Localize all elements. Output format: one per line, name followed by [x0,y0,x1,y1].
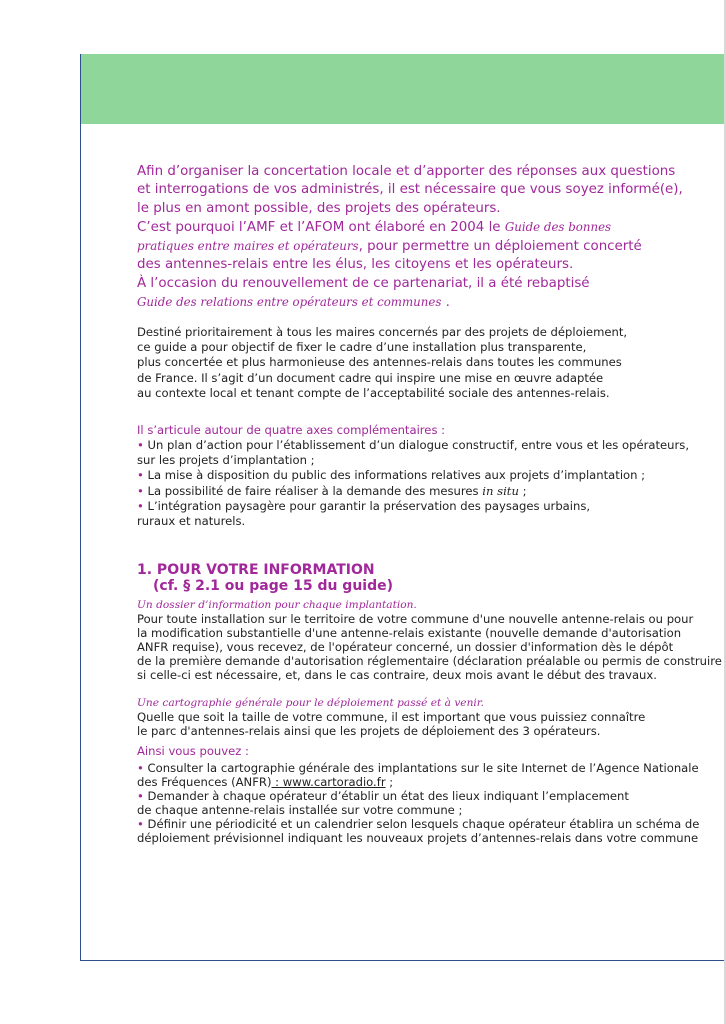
intro-text: C’est pourquoi l’AMF et l’AFOM ont élaboré en 2004 le [137,219,505,235]
list-item-continuation: de chaque antenne-relais installée sur votre commune ; [137,803,463,817]
list-item-continuation [137,775,726,789]
list-item [137,789,726,803]
guide-title-italic: pratiques entre maires et opérateurs [137,239,359,254]
paragraph-line: si celle-ci est nécessaire, et, dans le cas contraire, deux mois avant le début des travaux. [137,668,657,682]
cartoradio-link[interactable]: : www.cartoradio.fr [271,775,386,789]
intro-text: , pour permettre un déploiement concerté [358,239,642,255]
section-subtitle: (cf. § 2.1 ou page 15 du guide) [153,578,394,594]
list-item-text: ; [385,775,394,789]
guide-description [137,325,722,401]
list-item [137,817,726,831]
axes-list [137,438,726,529]
bullet: • [137,438,144,452]
subheading-italic: Une cartographie générale pour le déploiement passé et à venir. [137,697,485,709]
list-item [137,499,726,514]
paragraph-line: Pour toute installation sur le territoire de votre commune d'une nouvelle antenne-relais ou pour [137,612,694,626]
intro-line [137,237,722,256]
paragraph-line: le parc d'antennes-relais ainsi que les projets de déploiement des 3 opérateurs. [137,724,601,738]
list-item-continuation: ruraux et naturels. [137,514,246,529]
intro-line: À l’occasion du renouvellement de ce partenariat, il a été rebaptisé [137,275,590,291]
list-item-text: Définir une périodicité et un calendrier selon lesquels chaque opérateur établira un schéma de [143,817,700,831]
description-line: de France. Il s’agit d’un document cadre qui inspire une mise en œuvre adaptée [137,370,604,385]
intro-line [137,293,722,312]
bullet: • [137,789,144,803]
list-item-text: des Fréquences (ANFR) [137,775,272,789]
description-line: plus concertée et plus harmonieuse des antennes-relais dans toutes les communes [137,355,622,370]
list-item-text: La possibilité de faire réaliser à la demande des mesures [143,483,483,498]
list-item-text: La mise à disposition du public des informations relatives aux projets d’implantation ; [143,468,646,483]
list-item-continuation: sur les projets d’implantation ; [137,453,315,468]
guide-title-italic: Guide des relations entre opérateurs et communes [137,295,442,310]
list-item-continuation: déploiement prévisionnel indiquant les nouveaux projets d’antennes-relais dans votre commune [137,831,699,845]
ainsi-heading: Ainsi vous pouvez : [137,744,249,758]
paragraph-line: Quelle que soit la taille de votre commune, il est important que vous puissiez connaître [137,710,646,724]
intro-line [137,218,722,237]
list-item-text: ; [518,483,527,498]
list-item-text: Demander à chaque opérateur d’établir un état des lieux indiquant l’emplacement [143,789,629,803]
in-situ-italic: in situ [482,483,519,498]
list-item [137,438,726,453]
intro-line: et interrogations de vos administrés, il est nécessaire que vous soyez informé(e), [137,182,683,198]
description-line: au contexte local et tenant compte de l’acceptabilité sociale des antennes-relais. [137,385,610,400]
list-item [137,484,726,499]
intro-text: . [441,295,450,311]
subheading-italic: Un dossier d’information pour chaque implantation. [137,599,417,611]
description-line: Destiné prioritairement à tous les maires concernés par des projets de déploiement, [137,325,628,339]
description-line: ce guide a pour objectif de fixer le cadre d’une installation plus transparente, [137,340,587,355]
paragraph-line: ANFR requise), vous recevez, de l'opérateur concerné, un dossier d'information dès le dépôt [137,640,674,654]
intro-paragraph [137,163,722,312]
list-item [137,761,726,775]
intro-line: des antennes-relais entre les élus, les citoyens et les opérateurs. [137,257,574,273]
section-title: 1. POUR VOTRE INFORMATION [137,562,375,578]
cartography-paragraph [137,710,726,738]
bullet: • [137,468,144,483]
bullet: • [137,817,144,831]
paragraph-line: de la première demande d'autorisation réglementaire (déclaration préalable ou permis de construire [137,654,722,668]
bullet: • [137,498,144,513]
paragraph-line: la modification substantielle d'une antenne-relais existante (nouvelle demande d'autorisation [137,626,682,640]
guide-title-italic: Guide des bonnes [504,219,612,234]
information-dossier-paragraph [137,612,726,682]
bullet: • [137,761,144,775]
axes-heading: Il s’articule autour de quatre axes complémentaires : [137,423,446,437]
list-item [137,468,726,483]
list-item-text: L’intégration paysagère pour garantir la préservation des paysages urbains, [143,498,591,513]
list-item-text: Consulter la cartographie générale des implantations sur le site Internet de l’Agence Nationale [143,761,699,775]
list-item-text: Un plan d’action pour l’établissement d’un dialogue constructif, entre vous et les opérateurs, [143,438,690,452]
intro-line: Afin d’organiser la concertation locale et d’apporter des réponses aux questions [137,164,676,179]
actions-list [137,761,726,845]
bullet: • [137,483,144,498]
intro-line: le plus en amont possible, des projets des opérateurs. [137,200,501,216]
